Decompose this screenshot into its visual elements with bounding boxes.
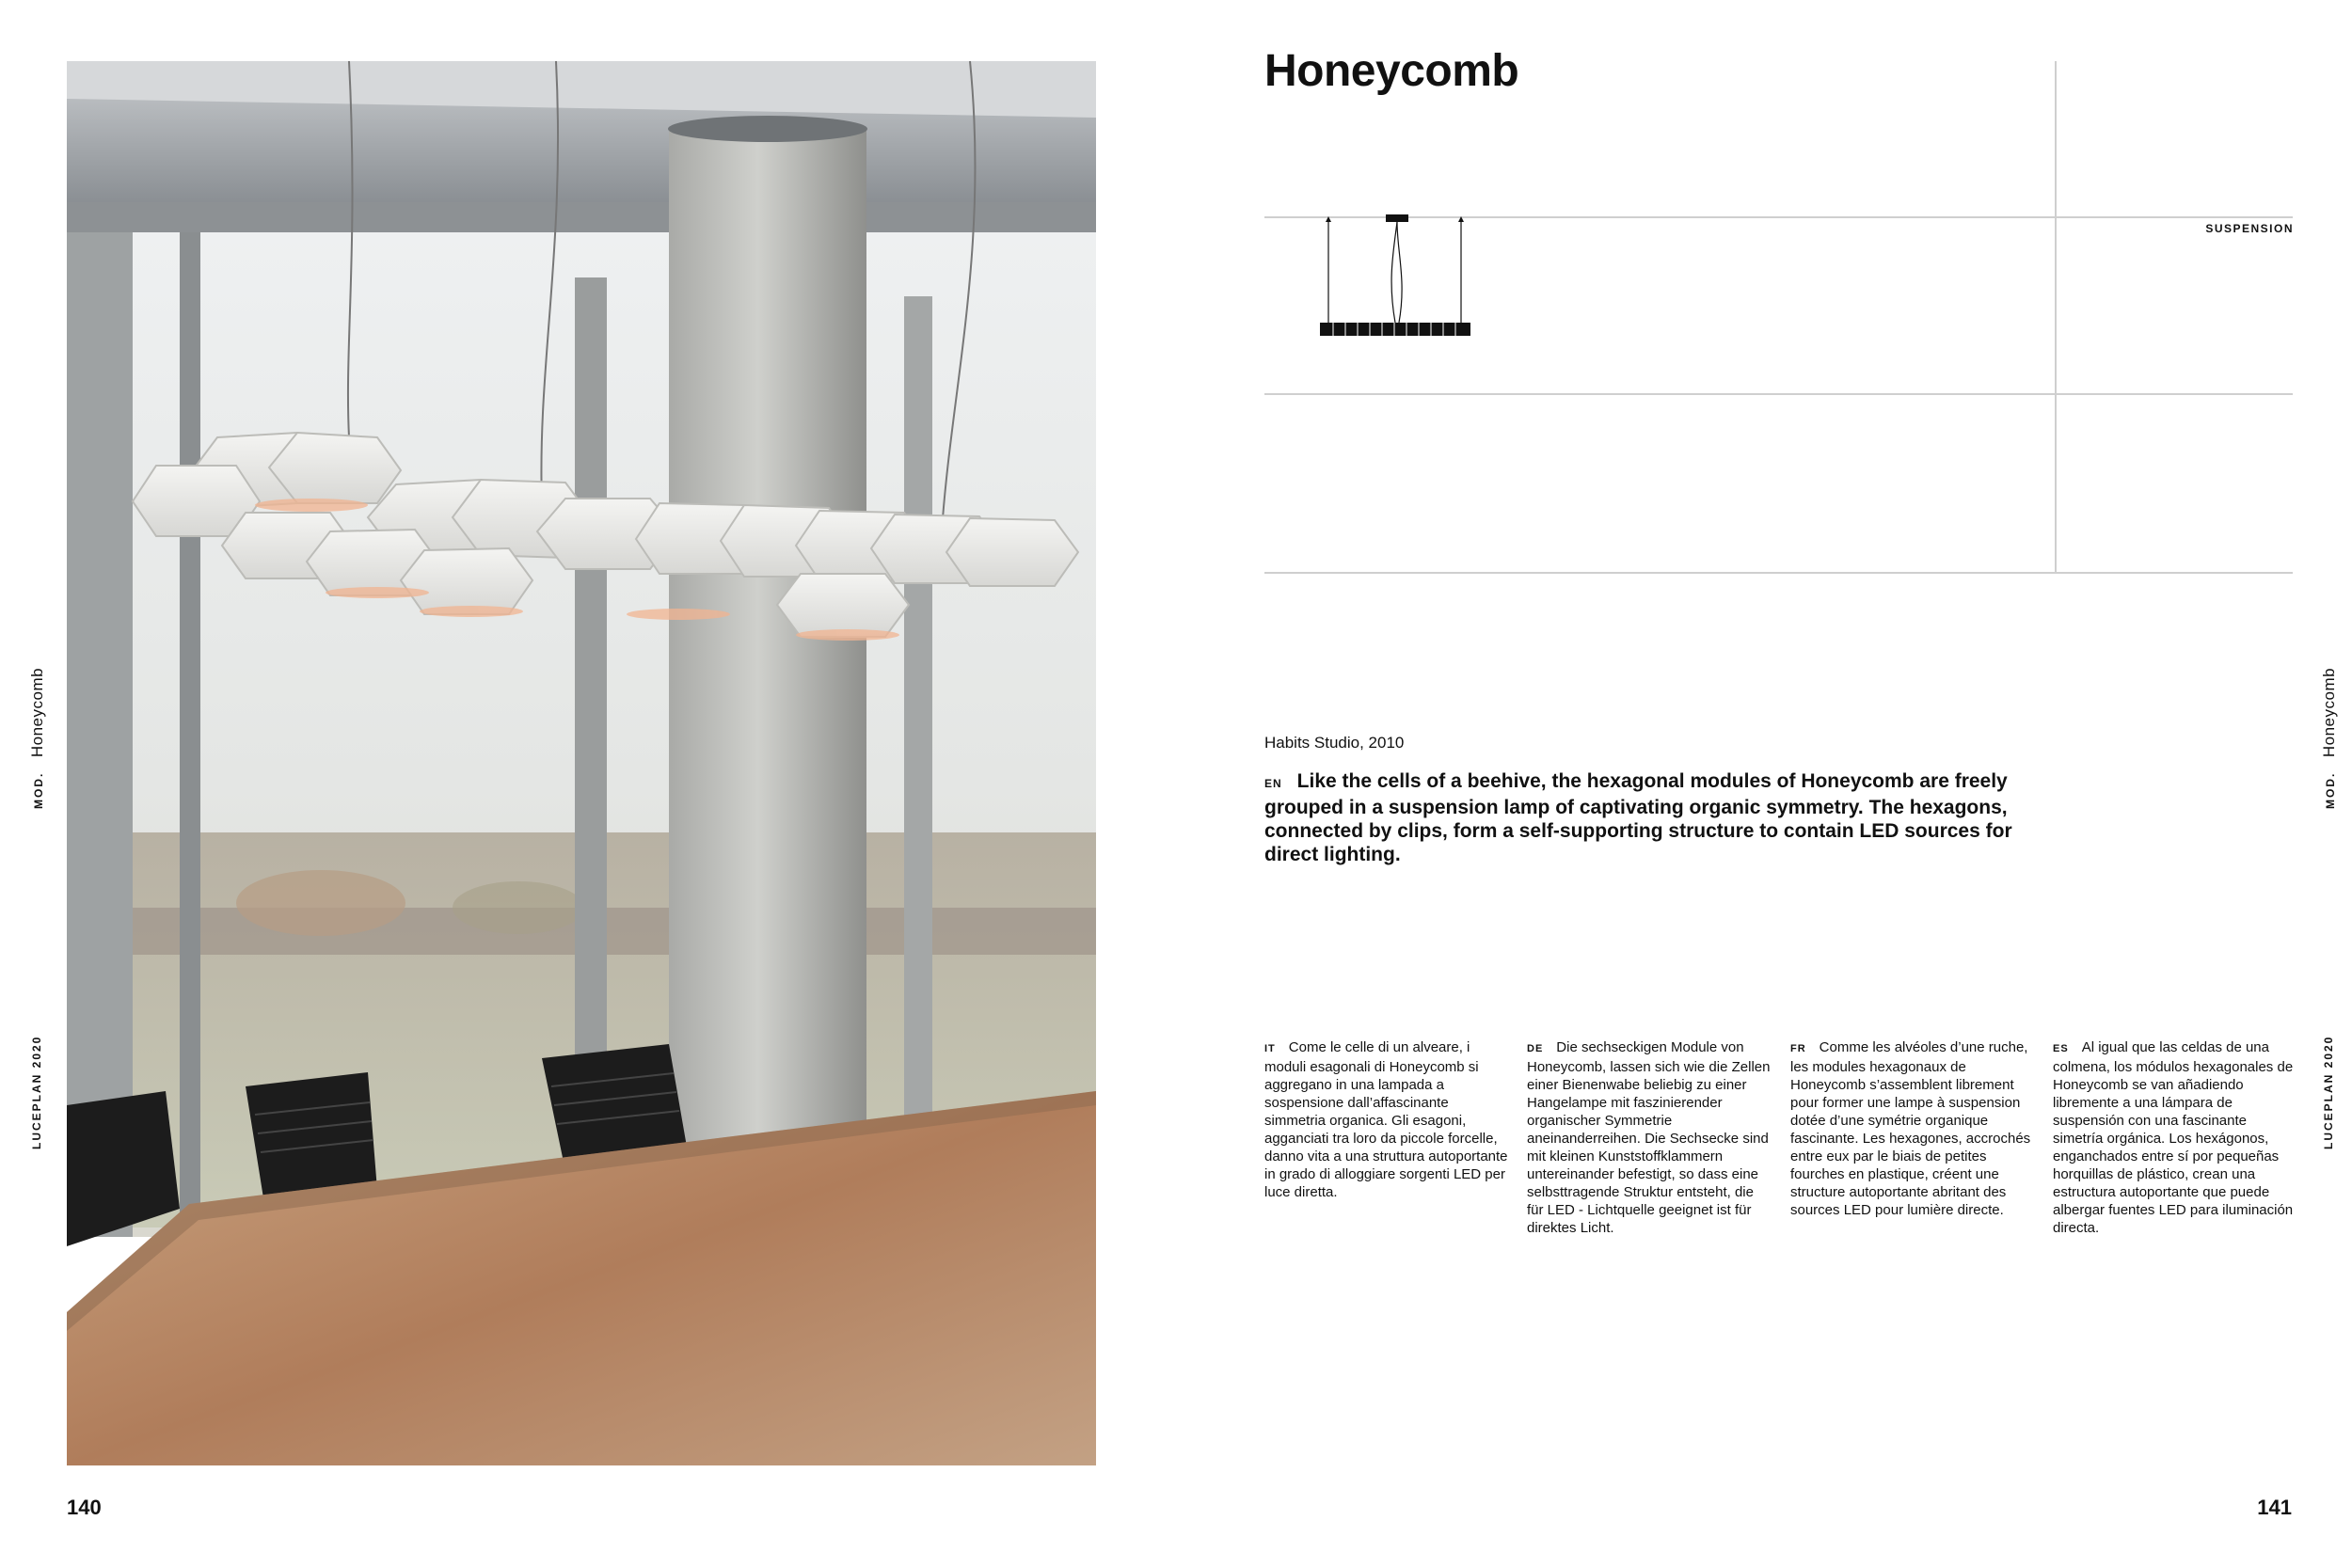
grid-line [1264,572,2293,574]
page-title: Honeycomb [1264,46,1519,96]
description-text: Die sechseckigen Module von Honeycomb, lassen sich wie die Zellen einer Bienenwabe beliebig zu einer Hangelampe mit faszinierender organischer Symmetrie aneinanderreihen. Die Sechsecke sind mit kleinen Kunststoffklammern untereinander befestigt, so dass eine selbsttragende Struktur entsteht, die für LED - Lichtquelle geeignet ist für direktes Licht. [1527,1039,1771,1236]
page-number-right: 141 [2257,1496,2292,1519]
description-fr [1790,1038,2037,1219]
language-tag: EN [1264,777,1282,790]
language-tag: DE [1527,1043,1544,1054]
model-name-label: Honeycomb [28,667,46,758]
description-es [2053,1038,2299,1237]
designer-credit: Habits Studio, 2010 [1264,734,1405,752]
concrete-column [669,127,866,1162]
description-it [1264,1038,1511,1201]
language-tag: FR [1790,1043,1806,1054]
category-label: SUSPENSION [2205,222,2294,235]
model-name-label: Honeycomb [2320,667,2338,758]
description-text: Come le celle di un alveare, i moduli esagonali di Honeycomb si aggregano in una lampada a sospensione dall’affascinante simmetria organica. Gli esagoni, agganciati tra loro da piccole forcelle, danno vita a una struttura autoportante in grado di alloggiare sorgenti LED per luce diretta. [1264,1039,1508,1200]
grid-line [1264,393,2293,395]
suspension-drawing-icon [1312,214,1482,341]
page-number-left: 140 [67,1496,102,1519]
mod-label: MOD. [2324,771,2337,809]
description-de [1527,1038,1773,1237]
language-tag: ES [2053,1043,2069,1054]
product-photo [67,61,1096,1465]
language-tag: IT [1264,1043,1276,1054]
mod-label: MOD. [32,771,45,809]
description-text: Comme les alvéoles d’une ruche, les modules hexagonaux de Honeycomb s’assemblent librement pour former une lampe à suspension dotée d’une symétrie organique fascinante. Les hexagones, accrochés entre eux par le biais de petites fourches en plastique, créent une structure autoportante abritant des sources LED pour lumière directe. [1790,1039,2031,1218]
description-en [1264,769,2036,866]
grid-line [2055,61,2057,574]
description-text: Like the cells of a beehive, the hexagonal modules of Honeycomb are freely grouped in a suspension lamp of captivating organic symmetry. The hexagons, connected by clips, form a self-supporting structure to contain LED sources for direct lighting. [1264,770,2012,865]
description-text: Al igual que las celdas de una colmena, los módulos hexagonales de Honeycomb se van añadiendo libremente a una lámpara de suspensión con una fascinante simetría orgánica. Los hexágonos, enganchados entre sí por pequeñas horquillas de plástico, crean una estructura autoportante que puede albergar fuentes LED para iluminación directa. [2053,1039,2294,1236]
